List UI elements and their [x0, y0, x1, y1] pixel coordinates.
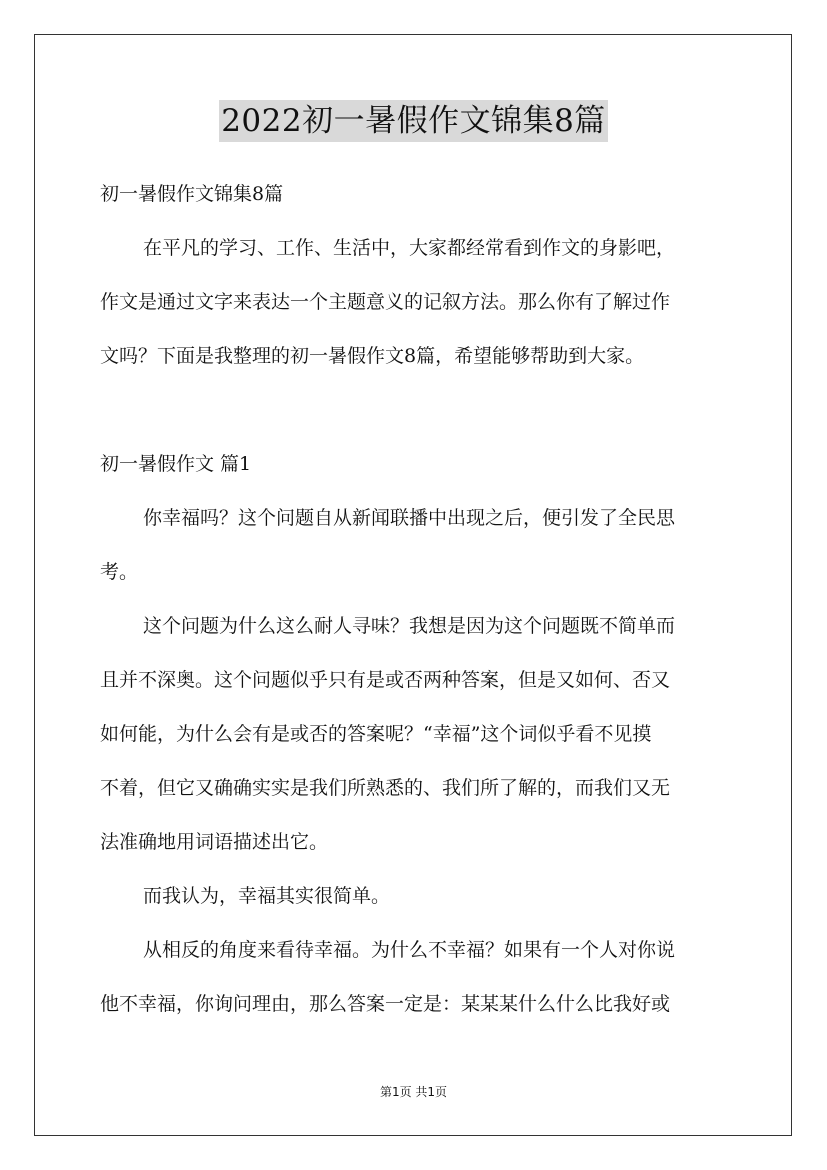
document-title: 2022初一暑假作文锦集8篇 [219, 100, 608, 142]
paragraph-line: 而我认为，幸福其实很简单。 [143, 885, 391, 907]
paragraph-line: 如何能，为什么会有是或否的答案呢？“幸福”这个词似乎看不见摸 [100, 723, 652, 745]
section-heading: 初一暑假作文 篇1 [100, 453, 252, 475]
paragraph-line: 法准确地用词语描述出它。 [100, 831, 329, 853]
paragraph-line: 不着，但它又确确实实是我们所熟悉的、我们所了解的，而我们又无 [100, 777, 671, 799]
section-heading: 初一暑假作文锦集8篇 [100, 183, 284, 205]
page-footer: 第1页 共1页 [379, 1085, 448, 1099]
paragraph-line: 在平凡的学习、工作、生活中，大家都经常看到作文的身影吧， [143, 237, 676, 259]
paragraph-line: 作文是通过文字来表达一个主题意义的记叙方法。那么你有了解过作 [100, 291, 671, 313]
paragraph-line: 这个问题为什么这么耐人寻味？我想是因为这个问题既不简单而 [143, 615, 676, 637]
paragraph-line: 他不幸福，你询问理由，那么答案一定是：某某某什么什么比我好或 [100, 993, 671, 1015]
paragraph-line: 考。 [100, 561, 139, 583]
paragraph-line: 且并不深奥。这个问题似乎只有是或否两种答案，但是又如何、否又 [100, 669, 671, 691]
paragraph-line: 从相反的角度来看待幸福。为什么不幸福？如果有一个人对你说 [143, 939, 676, 961]
paragraph-line: 文吗？下面是我整理的初一暑假作文8篇，希望能够帮助到大家。 [100, 345, 645, 367]
paragraph-line: 你幸福吗？这个问题自从新闻联播中出现之后，便引发了全民思 [143, 507, 676, 529]
title-container [0, 100, 827, 142]
